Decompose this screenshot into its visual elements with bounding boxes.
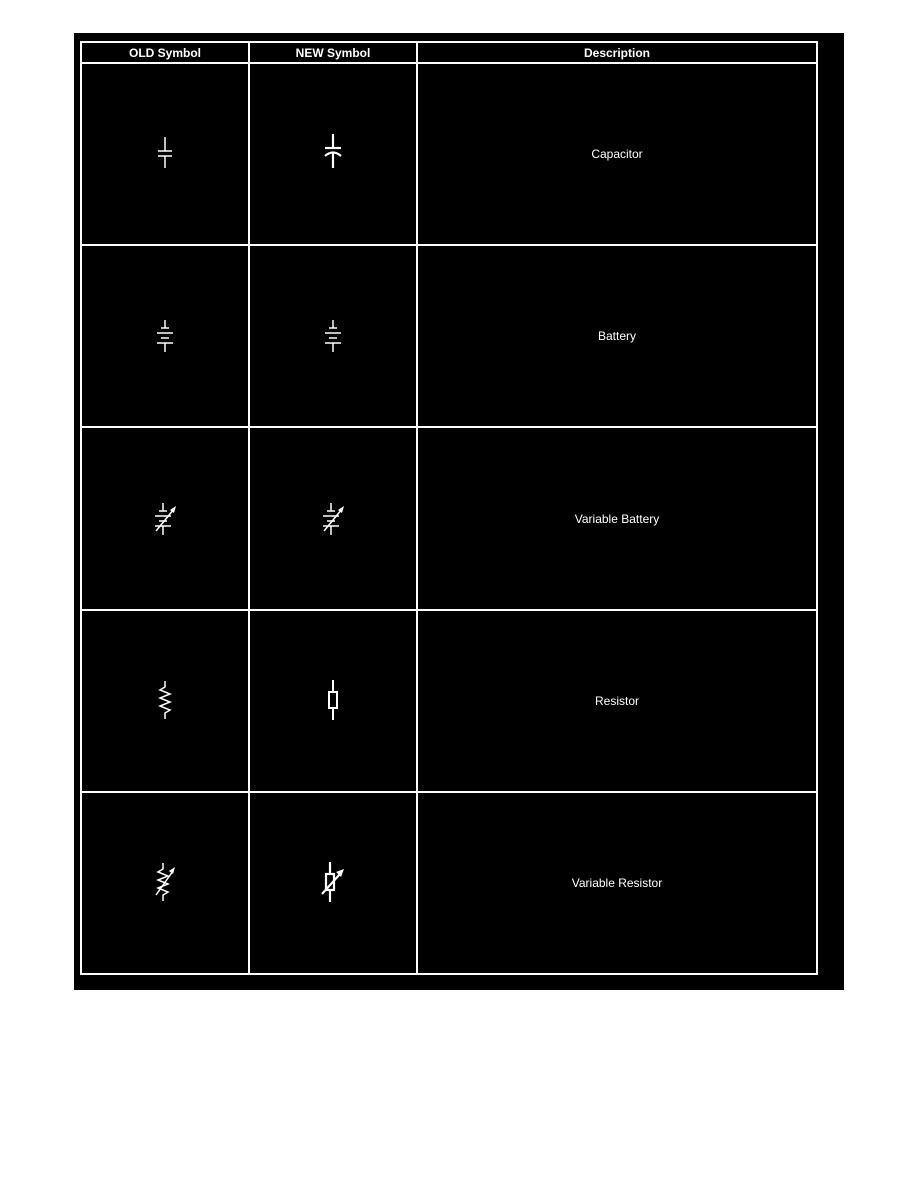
description-cell: Variable Battery	[416, 426, 818, 611]
old-symbol-cell	[80, 62, 250, 246]
header-new-symbol: NEW Symbol	[248, 41, 418, 64]
variable-resistor-new-icon	[315, 860, 351, 906]
description-cell: Capacitor	[416, 62, 818, 246]
variable-resistor-old-icon	[148, 861, 182, 905]
new-symbol-cell	[248, 791, 418, 975]
new-symbol-cell	[248, 609, 418, 793]
resistor-new-icon	[318, 678, 348, 724]
variable-battery-old-icon	[148, 499, 182, 539]
new-symbol-cell	[248, 62, 418, 246]
description-cell: Resistor	[416, 609, 818, 793]
symbol-table-panel	[74, 33, 844, 990]
old-symbol-cell	[80, 609, 250, 793]
old-symbol-cell	[80, 791, 250, 975]
new-symbol-cell	[248, 426, 418, 611]
capacitor-new-icon	[318, 132, 348, 176]
description-cell: Variable Resistor	[416, 791, 818, 975]
variable-battery-new-icon	[316, 499, 350, 539]
battery-old-icon	[150, 316, 180, 356]
old-symbol-cell	[80, 244, 250, 428]
description-cell: Battery	[416, 244, 818, 428]
new-symbol-cell	[248, 244, 418, 428]
capacitor-old-icon	[150, 134, 180, 174]
header-description: Description	[416, 41, 818, 64]
old-symbol-cell	[80, 426, 250, 611]
resistor-old-icon	[150, 679, 180, 723]
header-old-symbol: OLD Symbol	[80, 41, 250, 64]
battery-new-icon	[318, 316, 348, 356]
